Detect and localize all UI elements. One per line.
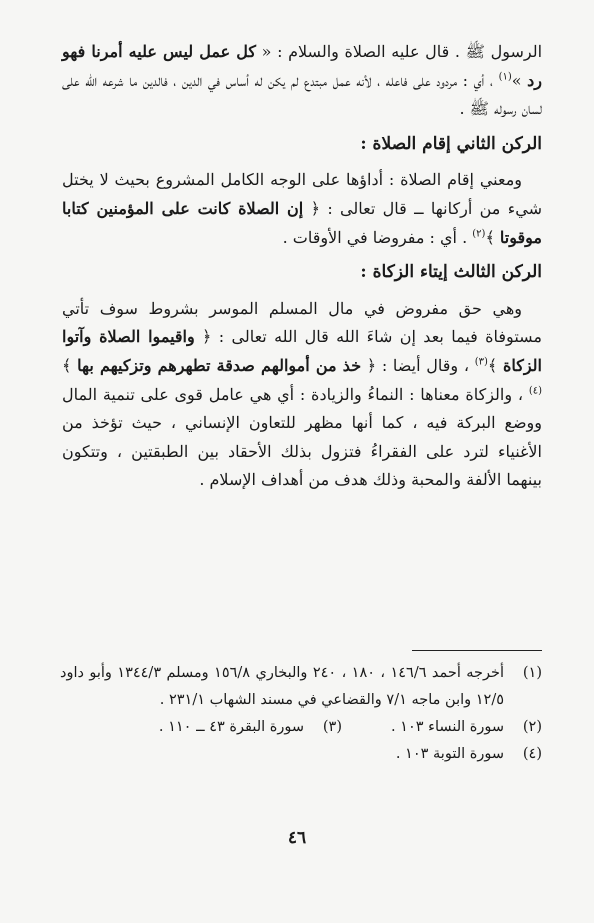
text-run: ﴾ <box>485 227 500 247</box>
text-run: » <box>511 70 528 90</box>
text-run: . أي : مفروضا في الأوقات . <box>282 227 473 247</box>
text-run: ﴾ <box>487 355 503 375</box>
main-text <box>62 38 542 495</box>
section-heading-zakah: الركن الثالث إيتاء الزكاة : <box>360 262 542 283</box>
footnote-row-2-3 <box>60 714 542 741</box>
footnote-text: أخرجه أحمد ١٤٦/٦ ، ١٨٠ ، ٢٤٠ والبخاري ١٥٦/٨ ومسلم ١٣٤٤/٣ وأبو داود ١٢/٥ وابن ماجه ٧/١ والقضاعي في مسند الشهاب ٢٣١/١ . <box>60 665 505 708</box>
footnote-ref[interactable]: (٤) <box>528 385 542 397</box>
footnote-4 <box>60 741 542 768</box>
footnote-ref[interactable]: (٣) <box>474 356 488 368</box>
page-number: ٤٦ <box>287 828 307 848</box>
footnote-number: (١) <box>522 665 542 681</box>
footnote-2 <box>342 714 542 741</box>
footnote-number: (٢) <box>522 719 542 735</box>
quran-quote: إن الصلاة كانت على المؤمنين كتابا موقوتا <box>62 198 542 247</box>
footnote-text: سورة النساء ١٠٣ . <box>390 719 504 735</box>
hadith-quote: كل عمل ليس عليه أمرنا فهو رد <box>62 42 543 90</box>
text-run: ، وقال أيضا : ﴿ <box>361 355 475 375</box>
paragraph-1 <box>62 38 542 124</box>
footnote-3 <box>142 714 342 741</box>
footnote-divider <box>412 650 542 651</box>
footnote-1 <box>60 660 542 714</box>
footnote-number: (٣) <box>322 719 342 735</box>
paragraph-2 <box>62 166 542 252</box>
footnote-text: سورة التوبة ١٠٣ . <box>395 746 504 762</box>
text-run: ، والزكاة معناها : النماءُ والزيادة : أي هي عامل قوى على تنمية المال ووضع البركة فيه ، كما أنها مظهر للتعاون الإنساني ، حيث تؤخذ من الأغنياء لترد على الفقراءُ فتزول بذلك الأحقاد بين الطبقتين ، وتتكون بينهما الألفة والمحبة وذلك هدف من أهداف الإسلام . <box>62 384 542 490</box>
section-heading-salah: الركن الثاني إقام الصلاة : <box>360 133 542 154</box>
text-run: ، أي : مردود على فاعله ، لأنه عمل مبتدع لم يكن له أساس في الدين ، فالدين ما شرعه الله على لسان رسوله ﷺ . <box>62 70 542 119</box>
paragraph-3 <box>62 295 542 495</box>
quran-quote: خذ من أموالهم صدقة تطهرهم وتزكيهم بها <box>77 355 362 375</box>
text-run: ومعني إقام الصلاة : أداؤها على الوجه الكامل المشروع بحيث لا يختل شيء من أركانها ــ قال تعالى : ﴿ <box>62 170 542 218</box>
footnote-ref[interactable]: (١) <box>498 71 512 83</box>
text-run: وهي حق مفروض في مال المسلم الموسر بشروط سوف تأتي مستوفاة فيما بعد إن شاءَ الله قال الله تعالى : ﴿ <box>62 298 542 347</box>
text-run: الرسول ﷺ . قال عليه الصلاة والسلام : « <box>256 42 543 61</box>
footnote-ref[interactable]: (٢) <box>472 228 486 240</box>
footnote-text: سورة البقرة ٤٣ ــ ١١٠ . <box>158 719 304 735</box>
text-run: ﴾ <box>62 355 78 375</box>
quran-quote: واقيموا الصلاة وآتوا الزكاة <box>62 327 542 375</box>
footnote-number: (٤) <box>522 746 542 762</box>
footnotes <box>60 660 542 768</box>
